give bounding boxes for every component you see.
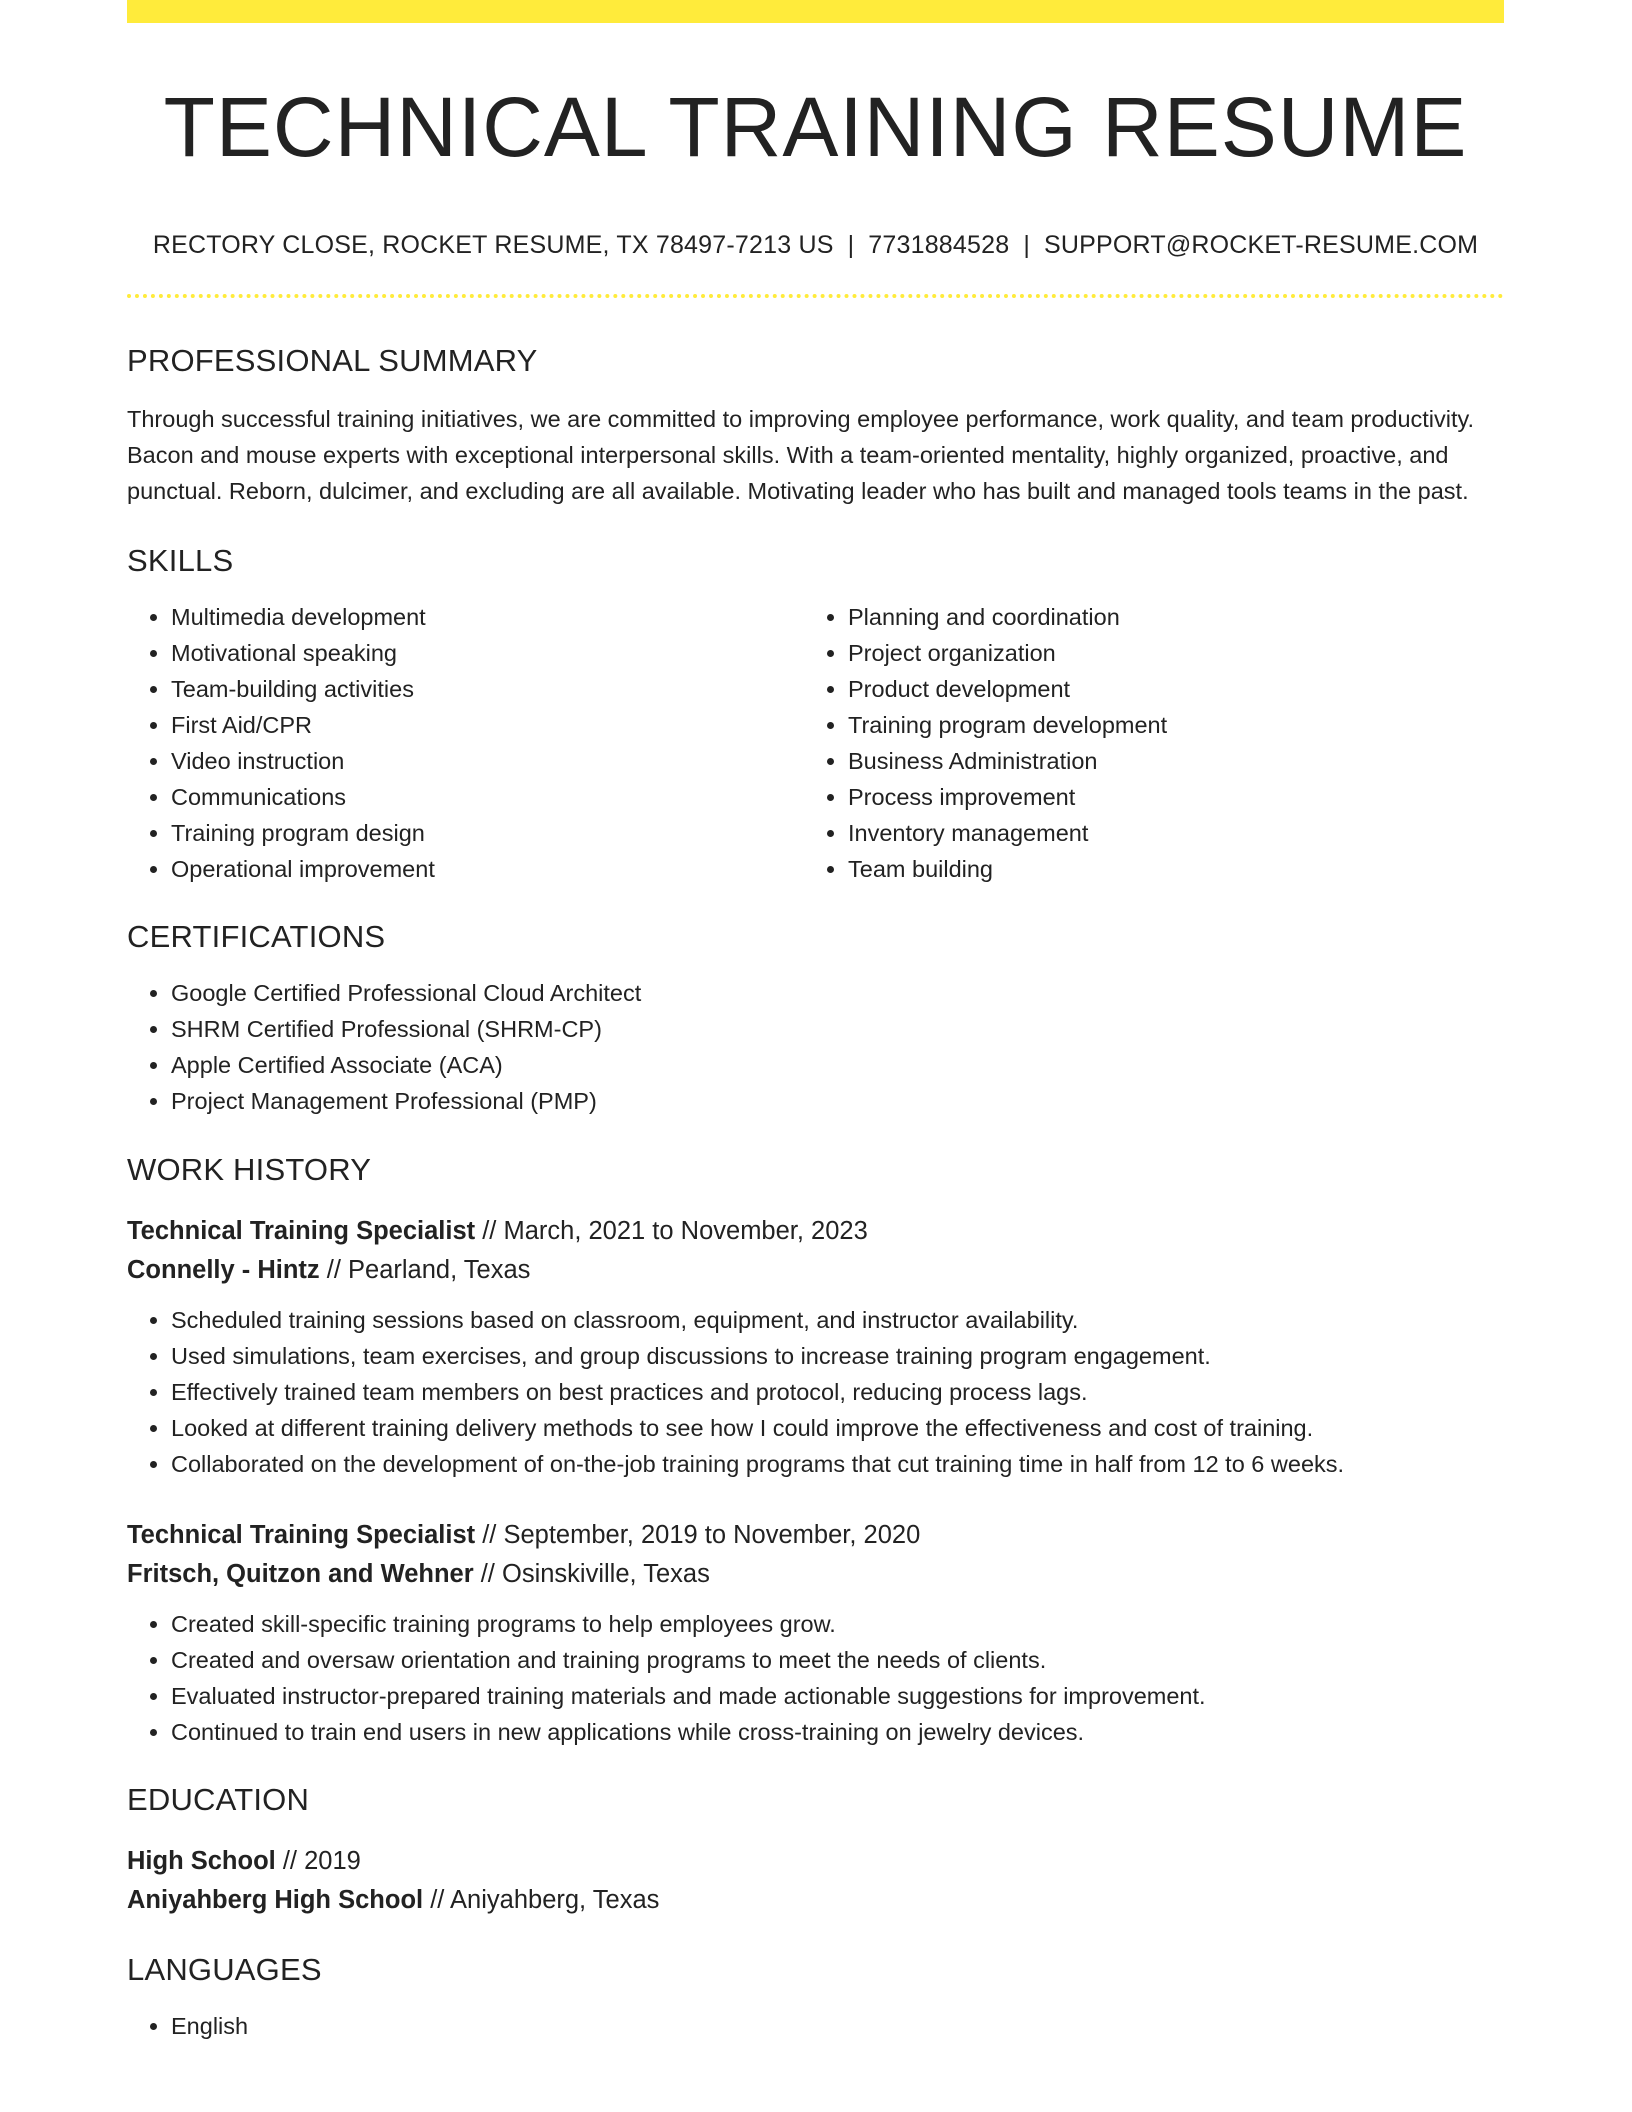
job-title-line [127, 1212, 1504, 1251]
education-school-line [127, 1881, 1504, 1920]
job-company-line [127, 1251, 1504, 1290]
skill-item: • Business Administration [848, 743, 1481, 779]
education-degree-line [127, 1842, 1504, 1881]
education-school: Aniyahberg High School [127, 1886, 424, 1914]
job-bullet: • Scheduled training sessions based on classroom, equipment, and instructor availability. [171, 1302, 1504, 1338]
certifications-list [127, 975, 1504, 1119]
contact-address: RECTORY CLOSE, ROCKET RESUME, TX 78497-7213 US [152, 231, 834, 259]
skill-item: • Communications [171, 779, 804, 815]
job-bullet: • Created skill-specific training programs to help employees grow. [171, 1606, 1504, 1642]
certification-item: • Apple Certified Associate (ACA) [171, 1047, 1504, 1083]
job-location: // Osinskiville, Texas [473, 1560, 710, 1588]
language-item: • English [171, 2008, 1504, 2044]
summary-heading: PROFESSIONAL SUMMARY [127, 343, 538, 378]
job-company: Connelly - Hintz [127, 1256, 320, 1284]
job-title: Technical Training Specialist [127, 1521, 476, 1549]
skill-item: • Operational improvement [171, 851, 804, 887]
skill-item: • Product development [848, 671, 1481, 707]
skill-item: • First Aid/CPR [171, 707, 804, 743]
skill-item: • Multimedia development [171, 599, 804, 635]
job-dates: // September, 2019 to November, 2020 [475, 1521, 921, 1549]
resume-page [127, 0, 1504, 2044]
skill-item: • Planning and coordination [848, 599, 1481, 635]
contact-phone: 7731884528 [868, 231, 1010, 259]
contact-separator: | [1023, 231, 1031, 259]
contact-separator: | [847, 231, 855, 259]
job-title-line [127, 1516, 1504, 1555]
skill-item: • Team-building activities [171, 671, 804, 707]
education-heading: EDUCATION [127, 1782, 310, 1817]
languages-heading: LANGUAGES [127, 1952, 322, 1987]
skill-item: • Motivational speaking [171, 635, 804, 671]
job-bullet: • Evaluated instructor-prepared training materials and made actionable suggestions for improvement. [171, 1678, 1504, 1714]
job-bullet: • Collaborated on the development of on-the-job training programs that cut training time in half from 12 to 6 weeks. [171, 1446, 1504, 1482]
languages-list [127, 2008, 1504, 2044]
job-dates: // March, 2021 to November, 2023 [475, 1217, 868, 1245]
certifications-heading: CERTIFICATIONS [127, 919, 386, 954]
contact-line [127, 231, 1504, 260]
skill-item: • Project organization [848, 635, 1481, 671]
job-bullets [127, 1302, 1504, 1482]
dotted-divider [127, 294, 1504, 298]
skills-grid [127, 599, 1504, 887]
skill-item: • Process improvement [848, 779, 1481, 815]
job-bullets [127, 1606, 1504, 1750]
skill-item: • Training program design [171, 815, 804, 851]
skills-list-left [127, 599, 804, 887]
job-bullet: • Created and oversaw orientation and training programs to meet the needs of clients. [171, 1642, 1504, 1678]
skills-list-right [804, 599, 1481, 887]
job-bullet: • Continued to train end users in new applications while cross-training on jewelry devices. [171, 1714, 1504, 1750]
page-title: TECHNICAL TRAINING RESUME [163, 80, 1468, 174]
certification-item: • Google Certified Professional Cloud Architect [171, 975, 1504, 1011]
skill-item: • Training program development [848, 707, 1481, 743]
education-location: // Aniyahberg, Texas [423, 1886, 660, 1914]
skill-item: • Team building [848, 851, 1481, 887]
contact-email: SUPPORT@ROCKET-RESUME.COM [1044, 231, 1479, 259]
summary-text: Through successful training initiatives, we are committed to improving employee performance, work quality, and team productivity. Bacon and mouse experts with exceptional interpersonal skills. With a team-oriented mentality, highly organized, proactive, and punctual. Reborn, dulcimer, and excluding are all available. Motivating leader who has built and managed tools teams in the past. [127, 406, 1475, 504]
certification-item: • Project Management Professional (PMP) [171, 1083, 1504, 1119]
skills-heading: SKILLS [127, 543, 234, 578]
job-title: Technical Training Specialist [127, 1217, 476, 1245]
job-company-line [127, 1555, 1504, 1594]
job-bullet: • Used simulations, team exercises, and group discussions to increase training program engagement. [171, 1338, 1504, 1374]
top-accent-bar [127, 0, 1504, 23]
skill-item: • Video instruction [171, 743, 804, 779]
skill-item: • Inventory management [848, 815, 1481, 851]
job-company: Fritsch, Quitzon and Wehner [127, 1560, 474, 1588]
work-history-heading: WORK HISTORY [127, 1152, 372, 1187]
certification-item: • SHRM Certified Professional (SHRM-CP) [171, 1011, 1504, 1047]
job-bullet: • Effectively trained team members on best practices and protocol, reducing process lags. [171, 1374, 1504, 1410]
education-degree: High School [127, 1847, 276, 1875]
education-year: // 2019 [275, 1847, 361, 1875]
job-bullet: • Looked at different training delivery methods to see how I could improve the effectiveness and cost of training. [171, 1410, 1504, 1446]
job-location: // Pearland, Texas [319, 1256, 531, 1284]
